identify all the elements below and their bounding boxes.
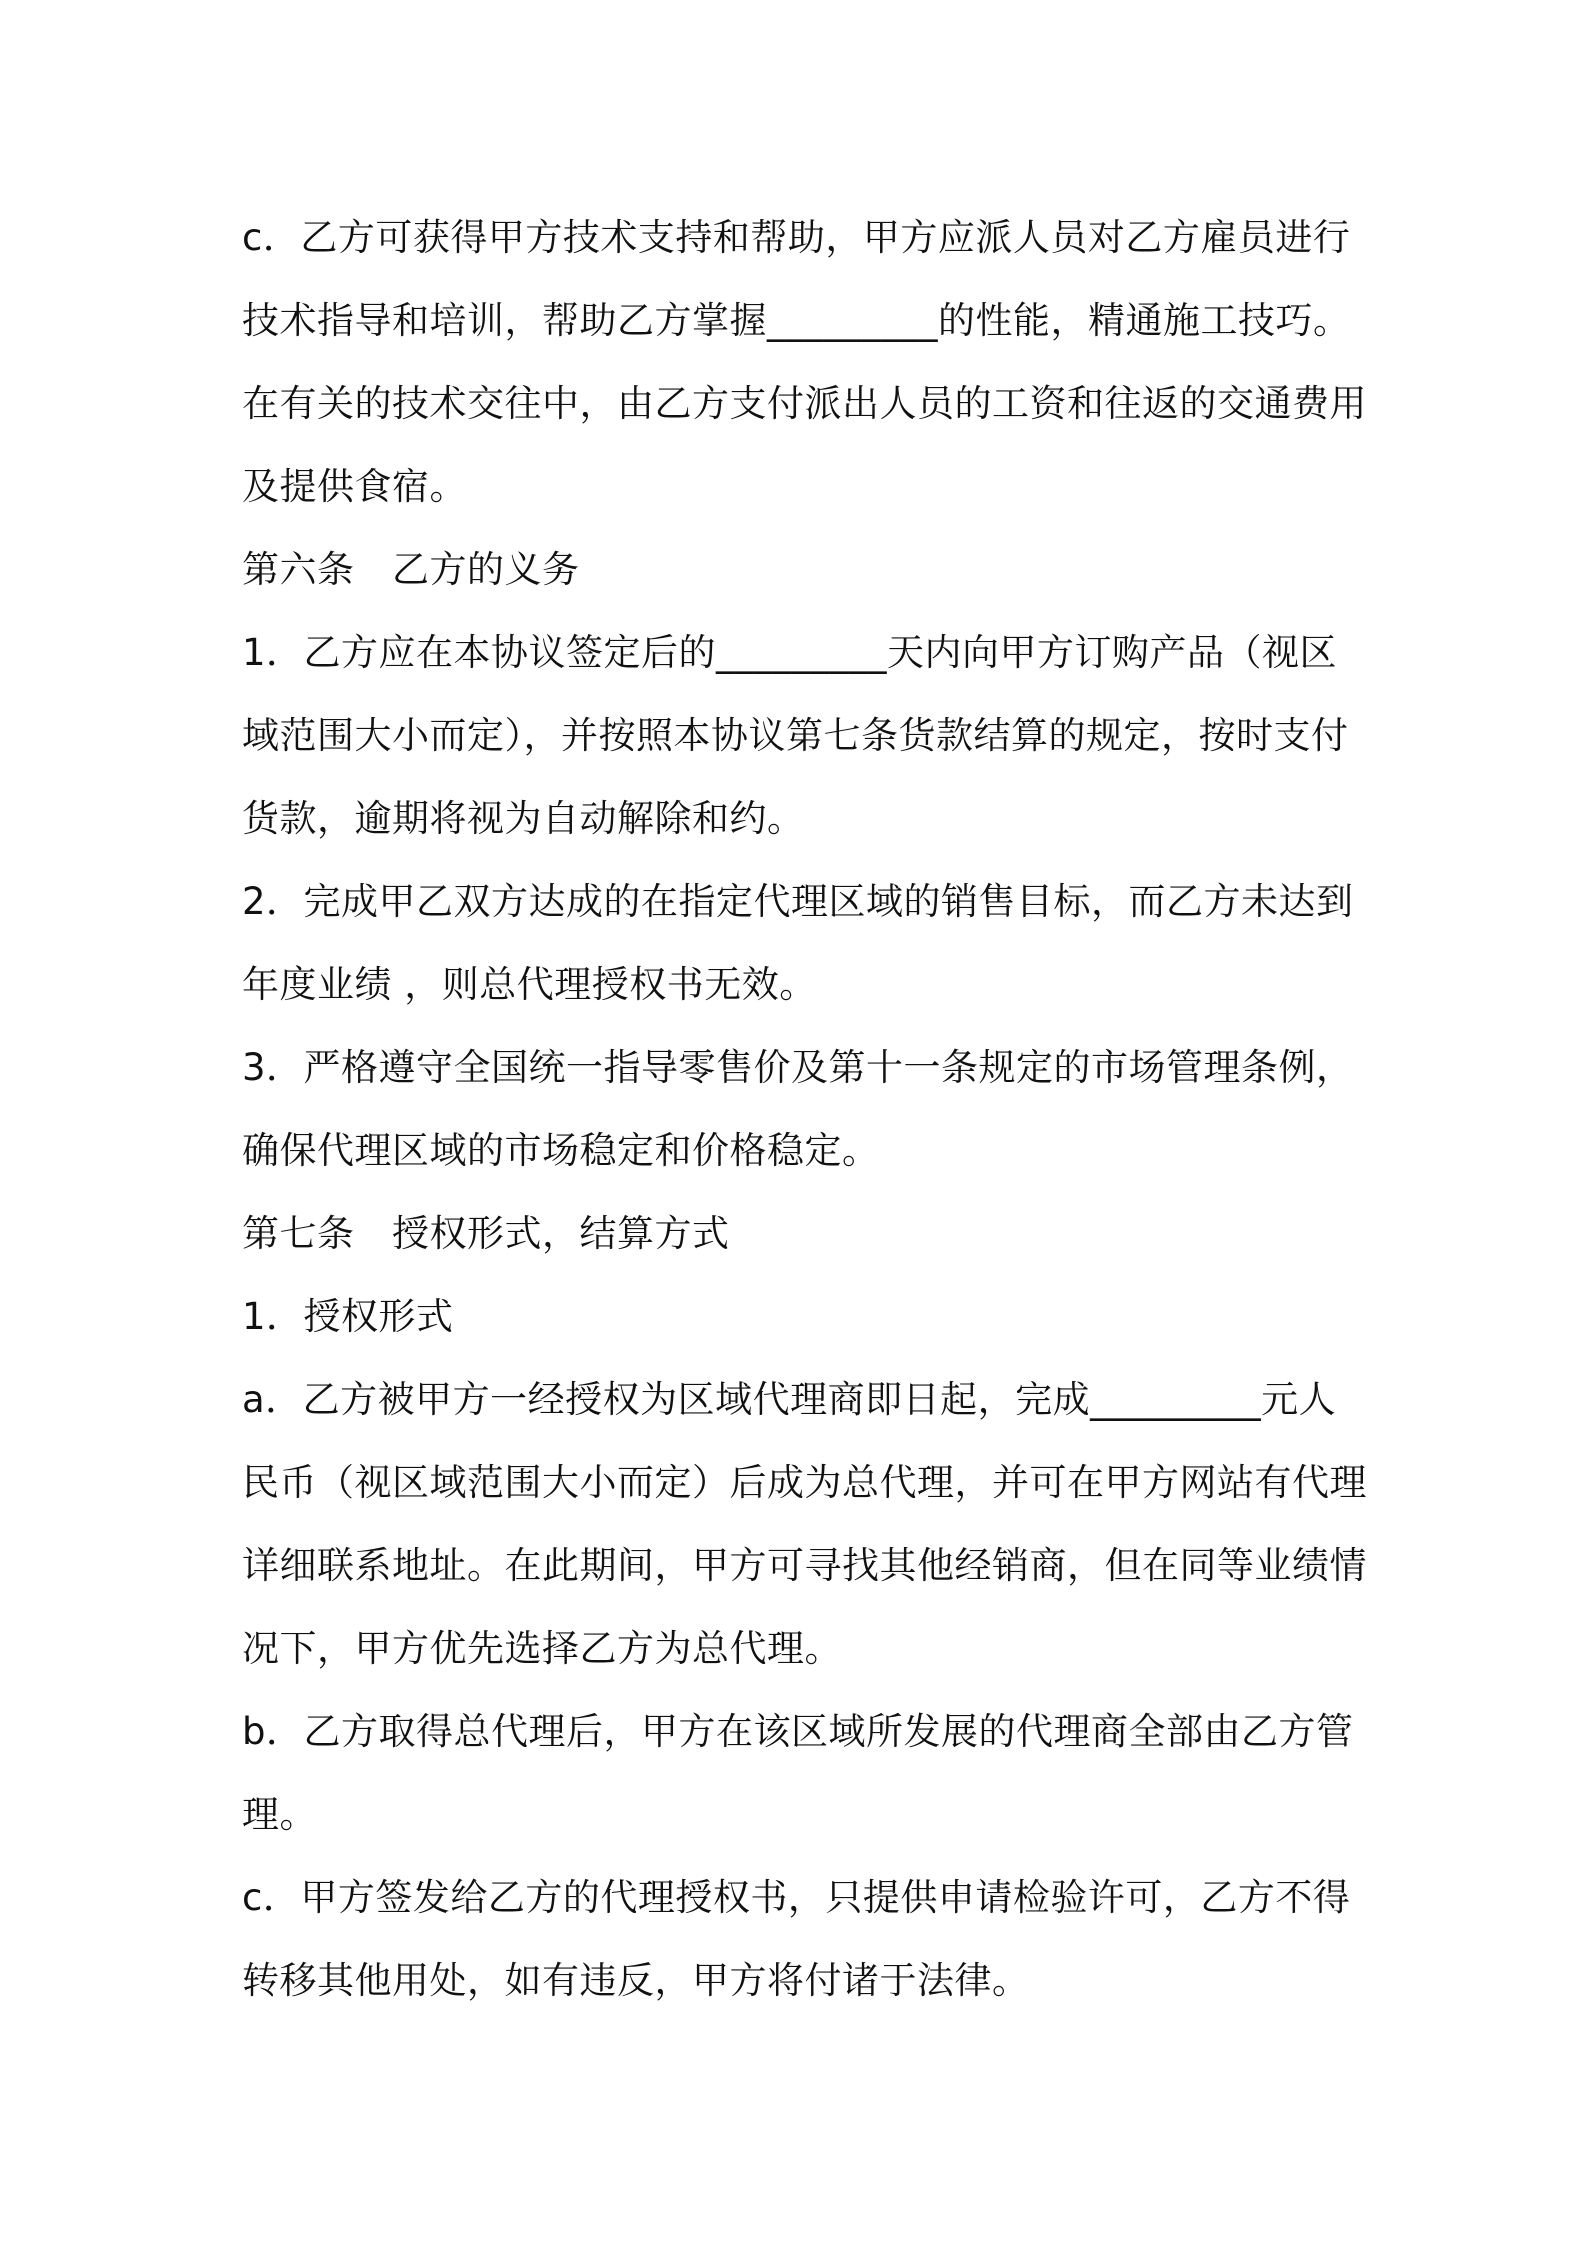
text-line: 货款，逾期将视为自动解除和约。 [242,797,805,840]
text-line: c．甲方签发给乙方的代理授权书，只提供申请检验许可，乙方不得 [242,1876,1351,1919]
text-line: 技术指导和培训，帮助乙方掌握_________的性能，精通施工技巧。 [242,299,1351,342]
text-line: 在有关的技术交往中，由乙方支付派出人员的工资和往返的交通费用 [242,382,1367,425]
subsection-heading: 1．授权形式 [242,1295,454,1338]
section-heading: 第七条 授权形式，结算方式 [242,1212,730,1255]
text-line: 域范围大小而定），并按照本协议第七条货款结算的规定，按时支付 [242,714,1349,757]
text-line: 及提供食宿。 [242,465,467,508]
text-line: 民币（视区域范围大小而定）后成为总代理，并可在甲方网站有代理 [242,1461,1367,1504]
text-line: a．乙方被甲方一经授权为区域代理商即日起，完成_________元人 [242,1378,1337,1421]
text-line: 况下，甲方优先选择乙方为总代理。 [242,1627,842,1670]
text-line: 详细联系地址。在此期间，甲方可寻找其他经销商，但在同等业绩情 [242,1544,1367,1587]
text-line: 转移其他用处，如有违反，甲方将付诸于法律。 [242,1959,1030,2002]
text-line: 确保代理区域的市场稳定和价格稳定。 [242,1129,880,1172]
text-line: 理。 [242,1793,317,1836]
text-line: b．乙方取得总代理后，甲方在该区域所发展的代理商全部由乙方管 [242,1710,1354,1753]
text-line: 2．完成甲乙双方达成的在指定代理区域的销售目标，而乙方未达到 [242,880,1354,923]
text-line: 1．乙方应在本协议签定后的_________天内向甲方订购产品（视区 [242,631,1338,674]
text-line: 年度业绩 ，则总代理授权书无效。 [242,963,817,1006]
document-body [242,196,1367,2022]
text-line: 3．严格遵守全国统一指导零售价及第十一条规定的市场管理条例， [242,1046,1354,1089]
section-heading: 第六条 乙方的义务 [242,548,580,591]
text-line: c．乙方可获得甲方技术支持和帮助，甲方应派人员对乙方雇员进行 [242,216,1351,259]
